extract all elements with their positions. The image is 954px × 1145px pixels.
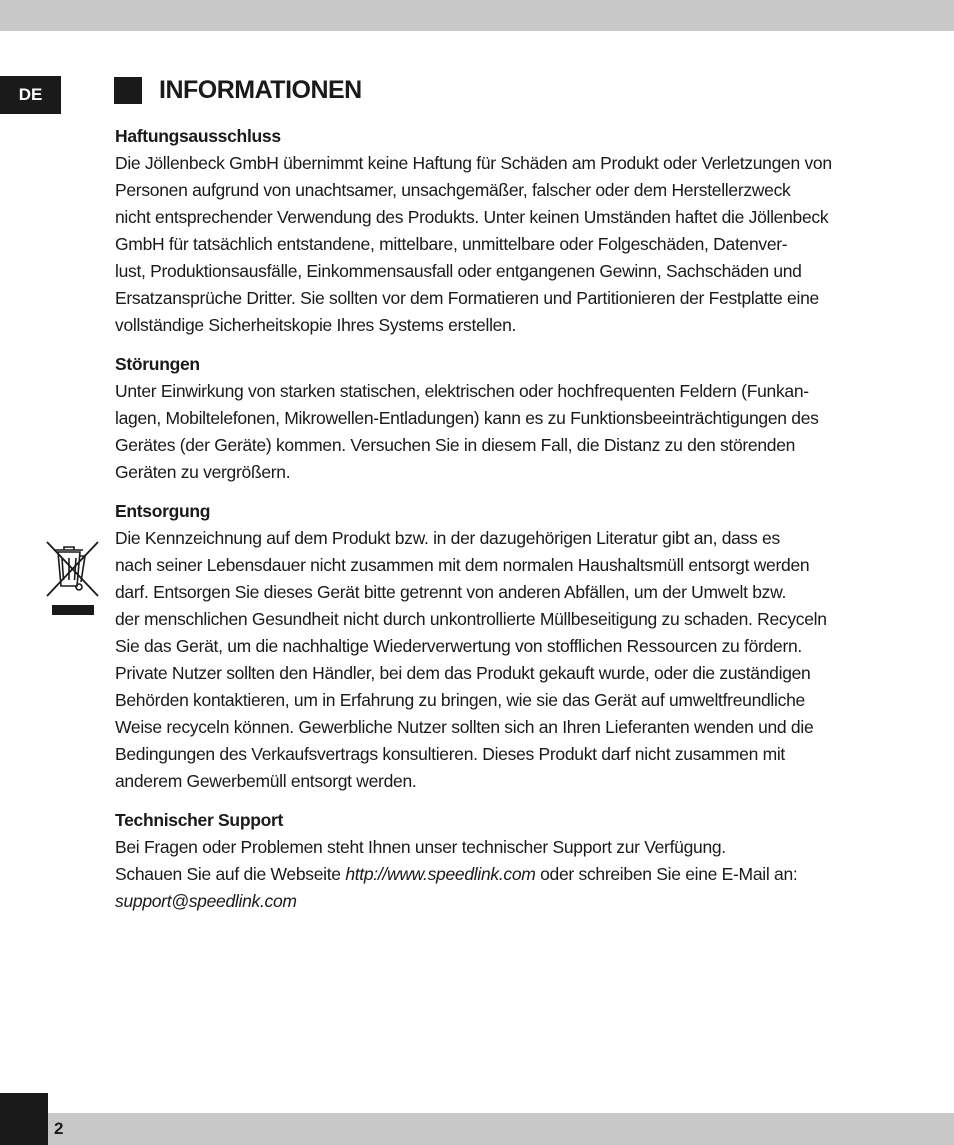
text-line: Behörden kontaktieren, um in Erfahrung zu bringen, wie sie das Gerät auf umweltfreundliche (115, 690, 805, 710)
disclaimer-text (115, 150, 905, 339)
text-line: Bedingungen des Verkaufsvertrags konsultieren. Dieses Produkt darf nicht zusammen mit (115, 744, 785, 764)
text-line: nach seiner Lebensdauer nicht zusammen mit dem normalen Haushaltsmüll entsorgt werden (115, 555, 810, 575)
text-line: lust, Produktionsausfälle, Einkommensausfall oder entgangenen Gewinn, Sachschäden und (115, 261, 802, 281)
support-section (115, 807, 905, 915)
interference-section (115, 351, 905, 486)
text-line (115, 861, 905, 888)
text-line: Bei Fragen oder Problemen steht Ihnen unser technischer Support zur Verfügung. (115, 837, 726, 857)
text-line: Ersatzansprüche Dritter. Sie sollten vor dem Formatieren und Partitionieren der Festplatte eine (115, 288, 819, 308)
text-line: nicht entsprechender Verwendung des Produkts. Unter keinen Umständen haftet die Jöllenbeck (115, 207, 829, 227)
interference-heading: Störungen (115, 354, 200, 374)
support-email-link[interactable]: support@speedlink.com (115, 891, 297, 911)
website-link[interactable]: http://www.speedlink.com (345, 864, 536, 884)
text-line: lagen, Mobiltelefonen, Mikrowellen-Entladungen) kann es zu Funktionsbeeinträchtigungen des (115, 408, 819, 428)
text-line: darf. Entsorgen Sie dieses Gerät bitte getrennt von anderen Abfällen, um der Umwelt bzw. (115, 582, 787, 602)
text-line: Gerätes (der Geräte) kommen. Versuchen Sie in diesem Fall, die Distanz zu den störenden (115, 435, 796, 455)
text-fragment: Schauen Sie auf die Webseite (115, 864, 346, 884)
footer-marker (0, 1093, 48, 1145)
text-line: Sie das Gerät, um die nachhaltige Wiederverwertung von stofflichen Ressourcen zu fördern. (115, 636, 802, 656)
disposal-heading: Entsorgung (115, 501, 211, 521)
text-line: anderem Gewerbemüll entsorgt werden. (115, 771, 417, 791)
crossed-out-wheelie-bin-icon (45, 538, 100, 618)
text-line: Die Jöllenbeck GmbH übernimmt keine Haftung für Schäden am Produkt oder Verletzungen von (115, 153, 832, 173)
disposal-text (115, 525, 905, 795)
support-heading: Technischer Support (115, 810, 284, 830)
text-line: Personen aufgrund von unachtsamer, unsachgemäßer, falscher oder dem Herstellerzweck (115, 180, 791, 200)
language-label: DE (18, 85, 43, 104)
footer-bar (48, 1113, 954, 1145)
support-text (115, 834, 905, 915)
section-title: INFORMATIONEN (159, 76, 362, 104)
text-line: Private Nutzer sollten den Händler, bei dem das Produkt gekauft wurde, oder die zuständigen (115, 663, 811, 683)
disposal-section (115, 498, 905, 795)
text-fragment: oder schreiben Sie eine E-Mail an: (535, 864, 798, 884)
text-line: vollständige Sicherheitskopie Ihres Systems erstellen. (115, 315, 517, 335)
text-line: der menschlichen Gesundheit nicht durch unkontrollierte Müllbeseitigung zu schaden. Recyceln (115, 609, 827, 629)
disclaimer-section (115, 123, 905, 339)
text-line: Die Kennzeichnung auf dem Produkt bzw. in der dazugehörigen Literatur gibt an, dass es (115, 528, 780, 548)
language-tab (0, 76, 61, 114)
top-bar (0, 0, 954, 31)
disclaimer-heading: Haftungsausschluss (115, 126, 281, 146)
text-line: Unter Einwirkung von starken statischen, elektrischen oder hochfrequenten Feldern (Funkan- (115, 381, 809, 401)
page-number: 2 (54, 1119, 64, 1138)
interference-text (115, 378, 905, 486)
section-marker (114, 77, 142, 104)
text-line: Geräten zu vergrößern. (115, 462, 291, 482)
text-line: GmbH für tatsächlich entstandene, mittelbare, unmittelbare oder Folgeschäden, Datenver- (115, 234, 788, 254)
content (115, 123, 905, 927)
text-line: Weise recyceln können. Gewerbliche Nutzer sollten sich an Ihren Lieferanten wenden und die (115, 717, 814, 737)
